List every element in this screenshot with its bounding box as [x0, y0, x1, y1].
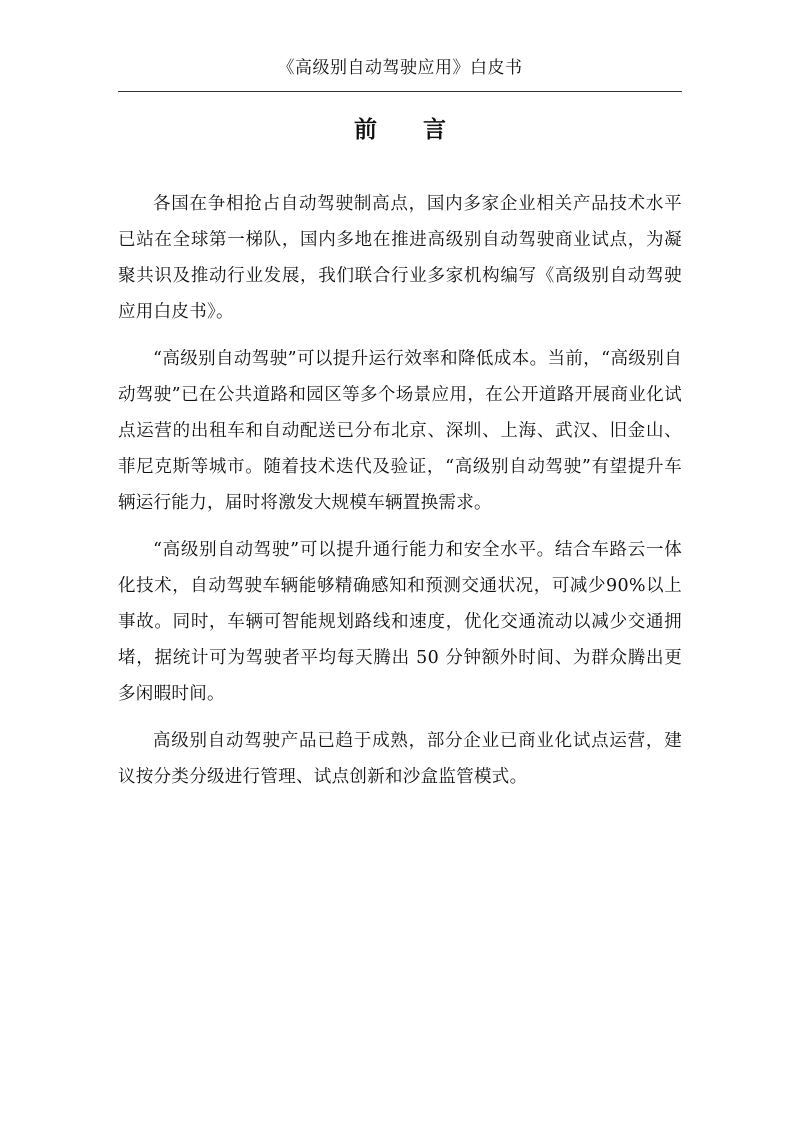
paragraph-1: 各国在争相抢占自动驾驶制高点，国内多家企业相关产品技术水平已站在全球第一梯队，国内多地在推进高级别自动驾驶商业试点，为凝聚共识及推动行业发展，我们联合行业多家机构编写《高级别自动驾驶应用白皮书》。	[118, 194, 682, 322]
running-header	[118, 56, 682, 92]
page-title-char-1: 前	[354, 117, 377, 143]
paragraph-2: “高级别自动驾驶”可以提升运行效率和降低成本。当前，“高级别自动驾驶”已在公共道路和园区等多个场景应用，在公开道路开展商业化试点运营的出租车和自动配送已分布北京、深圳、上海、武汉、旧金山、菲尼克斯等城市。随着技术迭代及验证，“高级别自动驾驶”有望提升车辆运行能力，届时将激发大规模车辆置换需求。	[118, 349, 682, 513]
preface-body	[118, 186, 682, 806]
page-title-char-2: 言	[423, 117, 446, 143]
running-header-title: 《高级别自动驾驶应用》白皮书	[277, 58, 523, 78]
paragraph-3: “高级别自动驾驶”可以提升通行能力和安全水平。结合车路云一体化技术，自动驾驶车辆能够精确感知和预测交通状况，可减少90%以上事故。同时，车辆可智能规划路线和速度，优化交通流动以减少交通拥堵，据统计可为驾驶者平均每天腾出 50 分钟额外时间、为群众腾出更多闲暇时间。	[118, 540, 682, 704]
paragraph-4: 高级别自动驾驶产品已趋于成熟，部分企业已商业化试点运营，建议按分类分级进行管理、试点创新和沙盒监管模式。	[118, 731, 682, 787]
page-title	[0, 110, 800, 150]
